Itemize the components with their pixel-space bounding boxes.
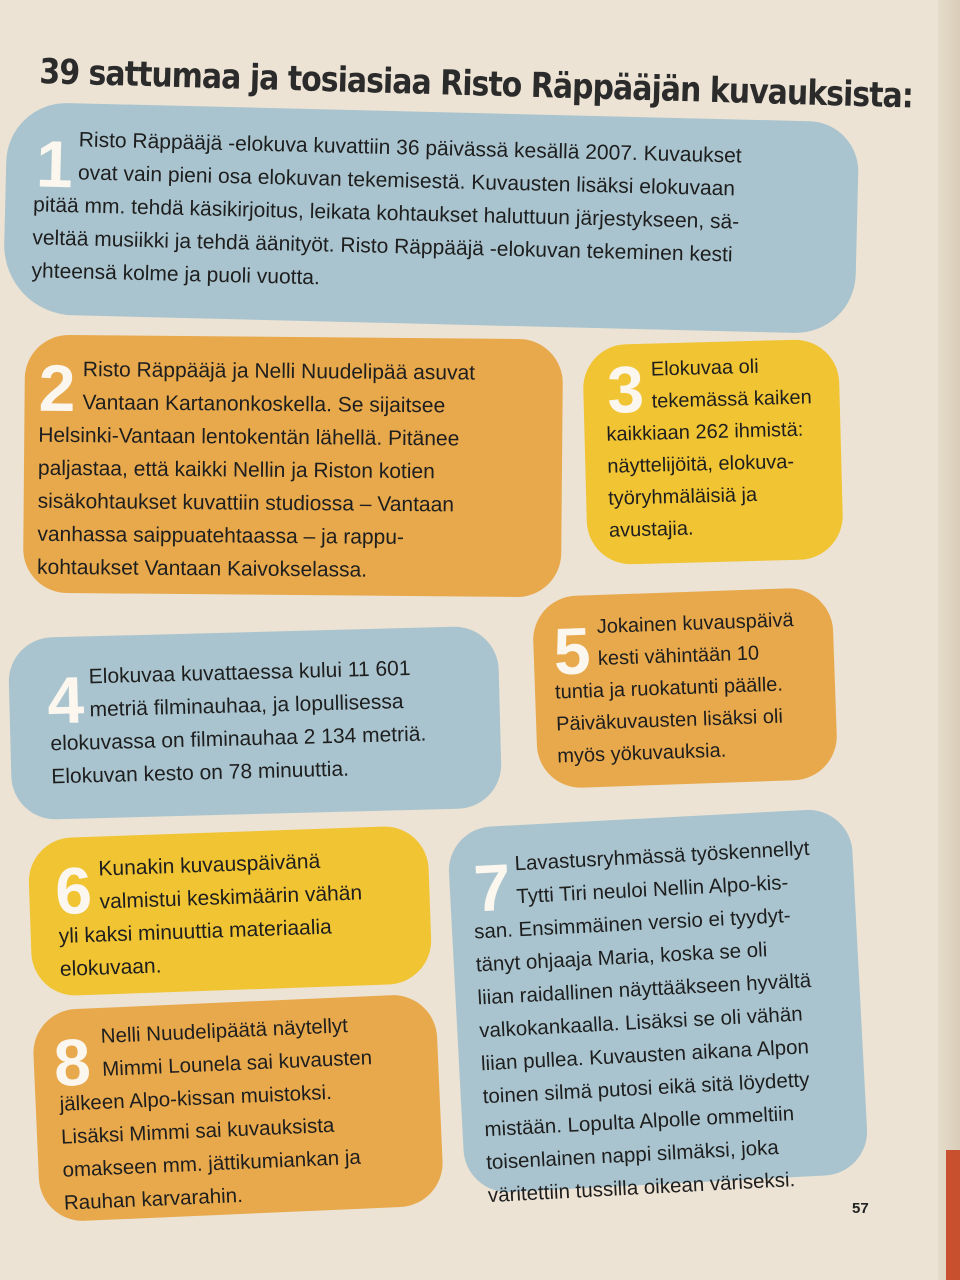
fact-line: Elokuvan kesto on 78 minuuttia. bbox=[51, 757, 350, 789]
page-number: 57 bbox=[852, 1200, 869, 1217]
fact-line: Jokainen kuvauspäivä bbox=[596, 609, 794, 639]
fact-5 bbox=[532, 587, 839, 789]
fact-line: Risto Räppääjä ja Nelli Nuudelipää asuvat bbox=[82, 358, 476, 385]
fact-line: ovat vain pieni osa elokuvan tekemisestä. Kuvausten lisäksi elokuvaan bbox=[77, 161, 736, 201]
fact-line: näyttelijöitä, elokuva- bbox=[607, 450, 795, 478]
fact-line: yli kaksi minuuttia materiaalia bbox=[58, 915, 333, 948]
fact-line: tänyt ohjaaja Maria, koska se oli bbox=[475, 938, 768, 977]
fact-line: Helsinki-Vantaan lentokentän lähellä. Pitänee bbox=[38, 423, 460, 451]
fact-line: Risto Räppääjä -elokuva kuvattiin 36 päivässä kesällä 2007. Kuvaukset bbox=[78, 128, 742, 168]
fact-number: 4 bbox=[46, 662, 86, 738]
fact-6 bbox=[27, 825, 432, 997]
fact-line: Vantaan Kartanonkoskella. Se sijaitsee bbox=[82, 391, 446, 418]
fact-line: elokuvassa on filminauhaa 2 134 metriä. bbox=[50, 722, 427, 756]
fact-8 bbox=[32, 993, 445, 1222]
fact-line: veltää musiikki ja tehdä äänityöt. Risto Räppääjä -elokuvan tekeminen kesti bbox=[32, 226, 733, 267]
fact-line: väritettiin tussilla oikean väriseksi. bbox=[487, 1168, 796, 1208]
fact-line: vanhassa saippuatehtaassa – ja rappu- bbox=[37, 522, 405, 549]
fact-line: Tytti Tiri neuloi Nellin Alpo-kis- bbox=[515, 871, 789, 909]
fact-line: tekemässä kaiken bbox=[651, 386, 812, 413]
fact-line: toisenlainen nappi silmäksi, joka bbox=[485, 1135, 780, 1175]
fact-line: Kunakin kuvauspäivänä bbox=[98, 849, 321, 881]
fact-line: Päiväkuvausten lisäksi oli bbox=[555, 705, 784, 736]
fact-line: toinen silmä putosi eikä sitä löydetty bbox=[482, 1068, 810, 1109]
fact-line: työryhmäläisiä ja bbox=[607, 483, 758, 510]
fact-line: kaikkiaan 262 ihmistä: bbox=[606, 418, 804, 446]
fact-line: Mimmi Lounela sai kuvausten bbox=[101, 1046, 373, 1081]
fact-line: yhteensä kolme ja puoli vuotta. bbox=[31, 259, 321, 290]
fact-2 bbox=[23, 335, 563, 598]
fact-line: Rauhan karvarahin. bbox=[63, 1183, 244, 1215]
fact-line: Elokuvaa kuvattaessa kului 11 601 bbox=[88, 656, 411, 689]
fact-line: paljastaa, että kaikki Nellin ja Riston kotien bbox=[37, 456, 435, 484]
fact-number: 3 bbox=[606, 351, 646, 427]
book-cover-edge bbox=[946, 1150, 960, 1280]
fact-line: kesti vähintään 10 bbox=[597, 642, 760, 671]
fact-line: pitää mm. tehdä käsikirjoitus, leikata kohtaukset haluttuun järjestykseen, sä- bbox=[32, 193, 740, 234]
fact-1 bbox=[3, 102, 860, 335]
fact-4 bbox=[8, 626, 503, 821]
fact-line: san. Ensimmäinen versio ei tyydyt- bbox=[473, 903, 792, 944]
fact-number: 2 bbox=[38, 350, 76, 426]
fact-line: valmistui keskimäärin vähän bbox=[99, 881, 363, 914]
fact-line: myös yökuvauksia. bbox=[556, 739, 727, 768]
fact-line: Lavastusryhmässä työskennellyt bbox=[514, 836, 810, 876]
fact-line: omakseen mm. jättikumiankan ja bbox=[62, 1145, 362, 1182]
fact-line: mistään. Lopulta Alpolle ommeltiin bbox=[483, 1102, 795, 1142]
fact-number: 7 bbox=[471, 849, 513, 926]
fact-line: Elokuvaa oli bbox=[650, 355, 759, 381]
fact-line: Lisäksi Mimmi sai kuvauksista bbox=[60, 1113, 335, 1149]
fact-number: 1 bbox=[35, 126, 74, 202]
fact-line: kohtaukset Vantaan Kaivokselassa. bbox=[37, 555, 368, 582]
fact-7 bbox=[447, 808, 870, 1208]
fact-line: jälkeen Alpo-kissan muistoksi. bbox=[59, 1080, 333, 1116]
fact-line: liian pullea. Kuvausten aikana Alpon bbox=[480, 1035, 810, 1076]
fact-number: 5 bbox=[552, 613, 592, 689]
page-title: 39 sattumaa ja tosiasiaa Risto Räppääjän kuvauksista: bbox=[38, 52, 914, 117]
fact-line: Nelli Nuudelipäätä näytellyt bbox=[100, 1014, 349, 1048]
fact-line: avustajia. bbox=[608, 517, 694, 542]
fact-number: 8 bbox=[52, 1024, 93, 1100]
fact-line: sisäkohtaukset kuvattiin studiossa – Vantaan bbox=[37, 489, 455, 517]
fact-3 bbox=[582, 339, 844, 566]
fact-line: valkokankaalla. Lisäksi se oli vähän bbox=[478, 1002, 804, 1043]
page-edge bbox=[938, 0, 960, 1280]
fact-line: elokuvaan. bbox=[59, 954, 162, 981]
fact-number: 6 bbox=[53, 852, 94, 929]
fact-line: tuntia ja ruokatunti päälle. bbox=[554, 673, 784, 704]
fact-line: liian raidallinen näyttääkseen hyvältä bbox=[476, 968, 812, 1010]
fact-line: metriä filminauhaa, ja lopullisessa bbox=[89, 690, 404, 722]
